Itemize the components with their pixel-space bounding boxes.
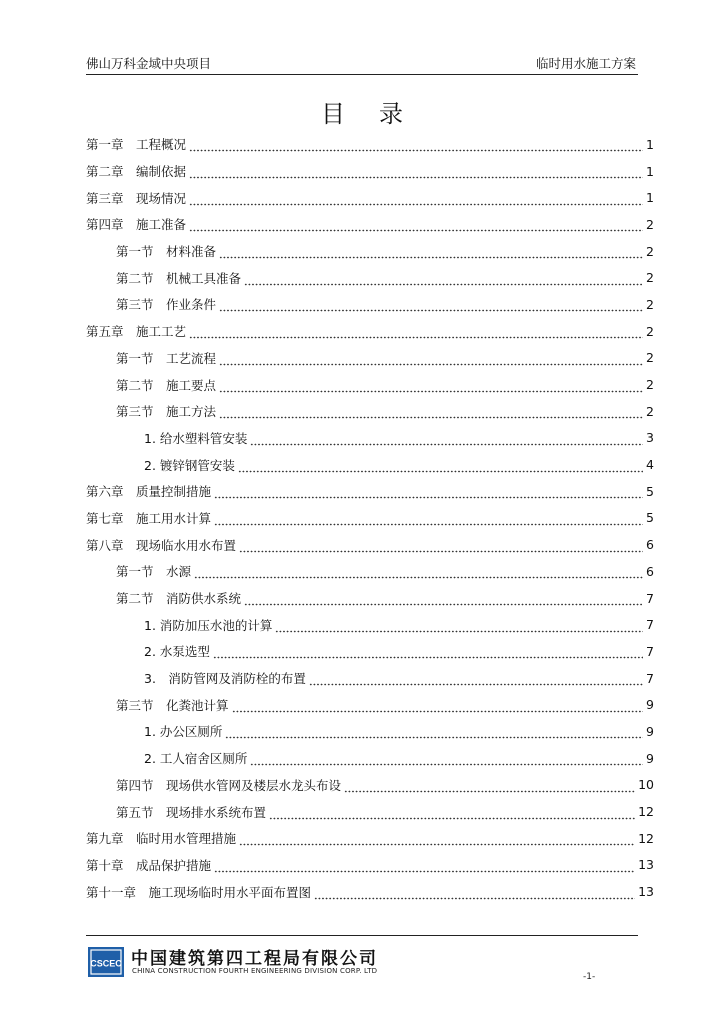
- toc-entry[interactable]: [86, 158, 654, 185]
- toc-entry[interactable]: [86, 718, 654, 745]
- toc-dot-leader: [189, 194, 643, 206]
- toc-entry[interactable]: [86, 318, 654, 345]
- toc-entry[interactable]: [86, 505, 654, 532]
- toc-dot-leader: [309, 674, 643, 686]
- footer-divider: [86, 935, 638, 936]
- toc-dot-leader: [219, 407, 643, 419]
- toc-entry-label: 1. 给水塑料管安装: [144, 430, 248, 446]
- toc-entry-label: 第九章 临时用水管理措施: [86, 831, 237, 847]
- toc-entry-label: 第十一章 施工现场临时用水平面布置图: [86, 884, 312, 900]
- toc-entry-page: 9: [646, 723, 654, 739]
- toc-dot-leader: [244, 274, 643, 286]
- toc-entry-label: 2. 水泵选型: [144, 644, 210, 660]
- toc-dot-leader: [189, 167, 643, 179]
- toc-entry[interactable]: [86, 531, 654, 558]
- toc-entry-page: 7: [646, 670, 654, 686]
- toc-dot-leader: [244, 594, 643, 606]
- toc-entry-label: 第二节 消防供水系统: [116, 591, 242, 607]
- toc-entry-page: 3: [646, 430, 654, 446]
- toc-entry-label: 第十章 成品保护措施: [86, 857, 212, 873]
- toc-entry[interactable]: [86, 184, 654, 211]
- toc-entry-page: 6: [646, 537, 654, 553]
- document-name: 临时用水施工方案: [535, 56, 636, 71]
- toc-entry-label: 第五章 施工工艺: [86, 324, 187, 340]
- toc-dot-leader: [219, 300, 643, 312]
- toc-entry[interactable]: [86, 798, 654, 825]
- toc-entry-page: 12: [638, 830, 654, 846]
- toc-entry[interactable]: [86, 478, 654, 505]
- toc-entry-page: 5: [646, 483, 654, 499]
- toc-entry-page: 9: [646, 750, 654, 766]
- project-name: 佛山万科金域中央项目: [86, 56, 212, 71]
- toc-entry[interactable]: [86, 745, 654, 772]
- toc-entry-label: 第四章 施工准备: [86, 217, 187, 233]
- toc-entry-page: 1: [646, 136, 654, 152]
- toc-entry[interactable]: [86, 638, 654, 665]
- toc-entry[interactable]: [86, 691, 654, 718]
- toc-entry-label: 2. 镀锌钢管安装: [144, 457, 235, 473]
- toc-entry[interactable]: [86, 238, 654, 265]
- toc-dot-leader: [219, 247, 643, 259]
- page-number: -1-: [583, 972, 596, 982]
- toc-entry-label: 第五节 现场排水系统布置: [116, 804, 267, 820]
- toc-dot-leader: [250, 754, 643, 766]
- toc-entry-label: 第二节 机械工具准备: [116, 270, 242, 286]
- toc-dot-leader: [314, 888, 635, 900]
- toc-entry[interactable]: [86, 371, 654, 398]
- toc-entry-page: 1: [646, 190, 654, 206]
- toc-entry-label: 第一节 材料准备: [116, 244, 217, 260]
- toc-entry-page: 7: [646, 643, 654, 659]
- toc-entry[interactable]: [86, 825, 654, 852]
- toc-entry[interactable]: [86, 425, 654, 452]
- toc-entry-label: 第四节 现场供水管网及楼层水龙头布设: [116, 777, 342, 793]
- logo-text: CSCEC: [90, 958, 122, 969]
- toc-entry[interactable]: [86, 451, 654, 478]
- toc-entry[interactable]: [86, 131, 654, 158]
- toc-dot-leader: [214, 514, 643, 526]
- toc-entry[interactable]: [86, 878, 654, 905]
- toc-entry[interactable]: [86, 665, 654, 692]
- toc-dot-leader: [219, 354, 643, 366]
- toc-entry-label: 第三节 作业条件: [116, 297, 217, 313]
- table-of-contents: [86, 131, 654, 905]
- toc-entry-page: 7: [646, 590, 654, 606]
- toc-entry-page: 6: [646, 563, 654, 579]
- toc-entry-page: 9: [646, 697, 654, 713]
- toc-entry[interactable]: [86, 585, 654, 612]
- toc-dot-leader: [238, 461, 643, 473]
- company-name-cn: 中国建筑第四工程局有限公司: [131, 949, 378, 969]
- toc-entry-label: 第二节 施工要点: [116, 377, 217, 393]
- toc-entry-page: 7: [646, 617, 654, 633]
- toc-entry-label: 1. 消防加压水池的计算: [144, 617, 273, 633]
- toc-entry-label: 第七章 施工用水计算: [86, 510, 212, 526]
- toc-dot-leader: [239, 834, 635, 846]
- toc-entry-label: 第一节 工艺流程: [116, 350, 217, 366]
- toc-entry-label: 第一章 工程概况: [86, 137, 187, 153]
- toc-dot-leader: [219, 381, 643, 393]
- toc-entry-page: 2: [646, 216, 654, 232]
- toc-dot-leader: [214, 487, 643, 499]
- toc-entry-page: 10: [638, 777, 654, 793]
- toc-entry-label: 第八章 现场临水用水布置: [86, 537, 237, 553]
- toc-entry[interactable]: [86, 398, 654, 425]
- toc-entry-label: 1. 办公区厕所: [144, 724, 223, 740]
- toc-entry[interactable]: [86, 611, 654, 638]
- page-header: [86, 54, 636, 74]
- toc-entry-page: 2: [646, 270, 654, 286]
- toc-entry-page: 2: [646, 323, 654, 339]
- toc-entry-page: 2: [646, 243, 654, 259]
- toc-dot-leader: [239, 541, 643, 553]
- toc-entry-label: 第三节 化粪池计算: [116, 697, 229, 713]
- toc-dot-leader: [189, 140, 643, 152]
- toc-entry[interactable]: [86, 291, 654, 318]
- toc-entry-page: 12: [638, 804, 654, 820]
- toc-dot-leader: [344, 781, 635, 793]
- toc-dot-leader: [269, 808, 635, 820]
- toc-entry-page: 1: [646, 163, 654, 179]
- toc-entry-label: 第三章 现场情况: [86, 190, 187, 206]
- toc-dot-leader: [214, 861, 635, 873]
- toc-entry[interactable]: [86, 345, 654, 372]
- toc-entry-label: 第三节 施工方法: [116, 404, 217, 420]
- toc-entry[interactable]: [86, 772, 654, 799]
- toc-entry-label: 第一节 水源: [116, 564, 192, 580]
- toc-entry-label: 3. 消防管网及消防栓的布置: [144, 671, 306, 687]
- toc-entry-page: 2: [646, 296, 654, 312]
- toc-entry[interactable]: [86, 852, 654, 879]
- toc-dot-leader: [232, 701, 643, 713]
- toc-dot-leader: [275, 621, 643, 633]
- toc-entry-page: 13: [638, 857, 654, 873]
- toc-entry[interactable]: [86, 211, 654, 238]
- company-name-en: CHINA CONSTRUCTION FOURTH ENGINEERING DIVISION CORP. LTD: [132, 967, 378, 975]
- toc-dot-leader: [225, 727, 643, 739]
- toc-entry[interactable]: [86, 264, 654, 291]
- toc-entry-page: 2: [646, 377, 654, 393]
- toc-entry-label: 第六章 质量控制措施: [86, 484, 212, 500]
- header-divider: [86, 74, 638, 75]
- toc-dot-leader: [213, 647, 643, 659]
- toc-entry-page: 2: [646, 403, 654, 419]
- cscec-logo-icon: [88, 947, 124, 977]
- toc-entry[interactable]: [86, 558, 654, 585]
- toc-title: 目录: [321, 100, 437, 128]
- toc-entry-page: 2: [646, 350, 654, 366]
- toc-entry-label: 第二章 编制依据: [86, 164, 187, 180]
- toc-entry-label: 2. 工人宿舍区厕所: [144, 751, 248, 767]
- toc-dot-leader: [189, 220, 643, 232]
- toc-dot-leader: [250, 434, 643, 446]
- toc-dot-leader: [189, 327, 643, 339]
- toc-entry-page: 4: [646, 457, 654, 473]
- toc-entry-page: 5: [646, 510, 654, 526]
- toc-dot-leader: [194, 567, 643, 579]
- toc-entry-page: 13: [638, 884, 654, 900]
